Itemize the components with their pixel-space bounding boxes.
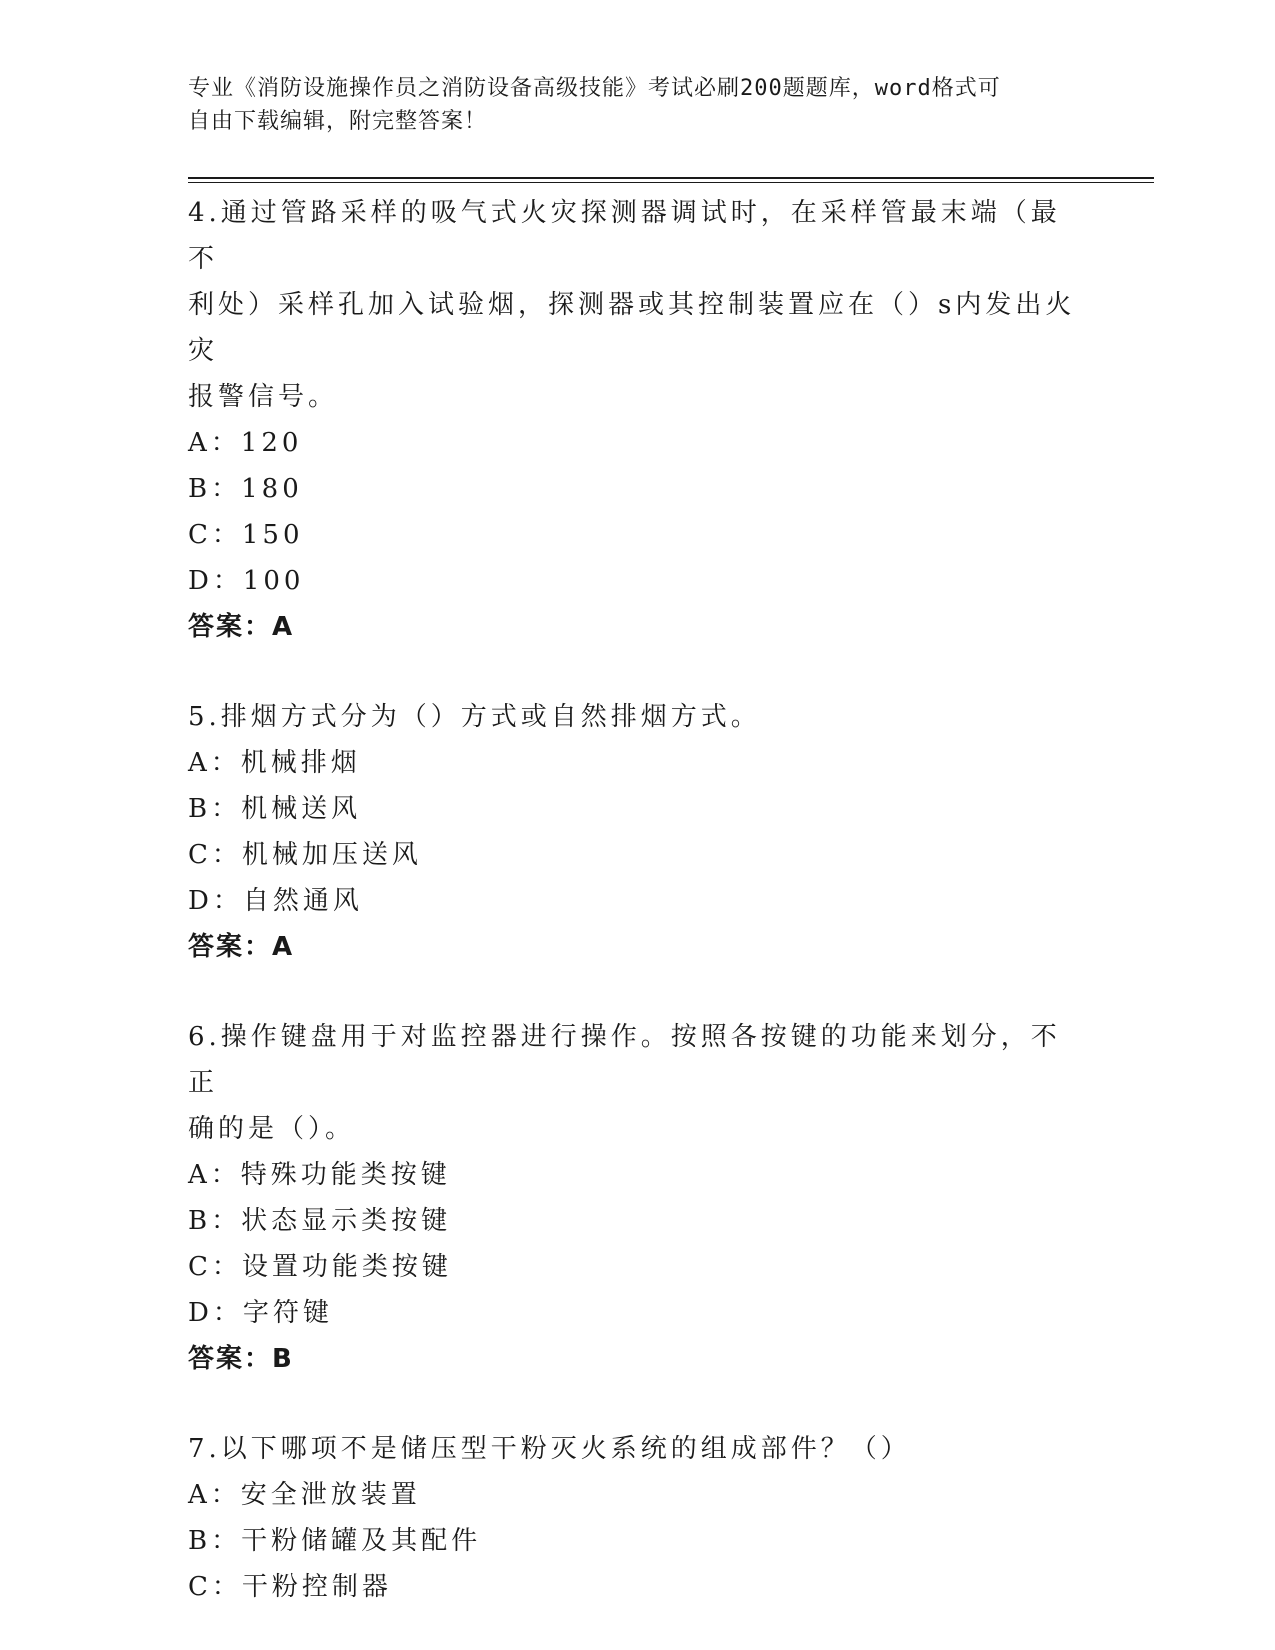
option-b: B：机械送风 bbox=[188, 794, 362, 824]
option-d: D：字符键 bbox=[188, 1298, 333, 1328]
option-c: C：设置功能类按键 bbox=[188, 1252, 452, 1282]
question-stem-line: 利处）采样孔加入试验烟，探测器或其控制装置应在（）s内发出火灾 bbox=[188, 290, 1076, 366]
answer: 答案：A bbox=[188, 932, 295, 962]
question-list bbox=[188, 190, 1088, 1610]
document-header bbox=[188, 72, 1088, 138]
option-d: D：100 bbox=[188, 566, 305, 596]
answer: 答案：A bbox=[188, 612, 295, 642]
question-stem-line: 4.通过管路采样的吸气式火灾探测器调试时，在采样管最末端（最不 bbox=[188, 198, 1061, 274]
option-a: A：120 bbox=[188, 428, 303, 458]
question-stem-line: 报警信号。 bbox=[188, 382, 339, 412]
question-5 bbox=[188, 694, 1088, 970]
question-7 bbox=[188, 1426, 1088, 1610]
option-b: B：状态显示类按键 bbox=[188, 1206, 452, 1236]
option-a: A：机械排烟 bbox=[188, 748, 361, 778]
option-c: C：150 bbox=[188, 520, 304, 550]
option-c: C：干粉控制器 bbox=[188, 1572, 392, 1602]
question-4 bbox=[188, 190, 1088, 650]
header-divider bbox=[188, 177, 1154, 179]
question-stem-line: 7.以下哪项不是储压型干粉灭火系统的组成部件？（） bbox=[188, 1434, 911, 1464]
header-line: 专业《消防设施操作员之消防设备高级技能》考试必刷200题题库，word格式可 bbox=[188, 76, 1001, 101]
option-d: D：自然通风 bbox=[188, 886, 363, 916]
answer: 答案：B bbox=[188, 1344, 294, 1374]
option-c: C：机械加压送风 bbox=[188, 840, 422, 870]
question-stem-line: 确的是（）。 bbox=[188, 1114, 356, 1144]
option-a: A：安全泄放装置 bbox=[188, 1480, 421, 1510]
option-a: A：特殊功能类按键 bbox=[188, 1160, 451, 1190]
header-divider-thin bbox=[188, 182, 1154, 183]
header-line: 自由下载编辑，附完整答案！ bbox=[188, 109, 488, 134]
question-6 bbox=[188, 1014, 1088, 1382]
question-stem-line: 6.操作键盘用于对监控器进行操作。按照各按键的功能来划分，不正 bbox=[188, 1022, 1061, 1098]
option-b: B：干粉储罐及其配件 bbox=[188, 1526, 482, 1556]
option-b: B：180 bbox=[188, 474, 303, 504]
question-stem-line: 5.排烟方式分为（）方式或自然排烟方式。 bbox=[188, 702, 761, 732]
